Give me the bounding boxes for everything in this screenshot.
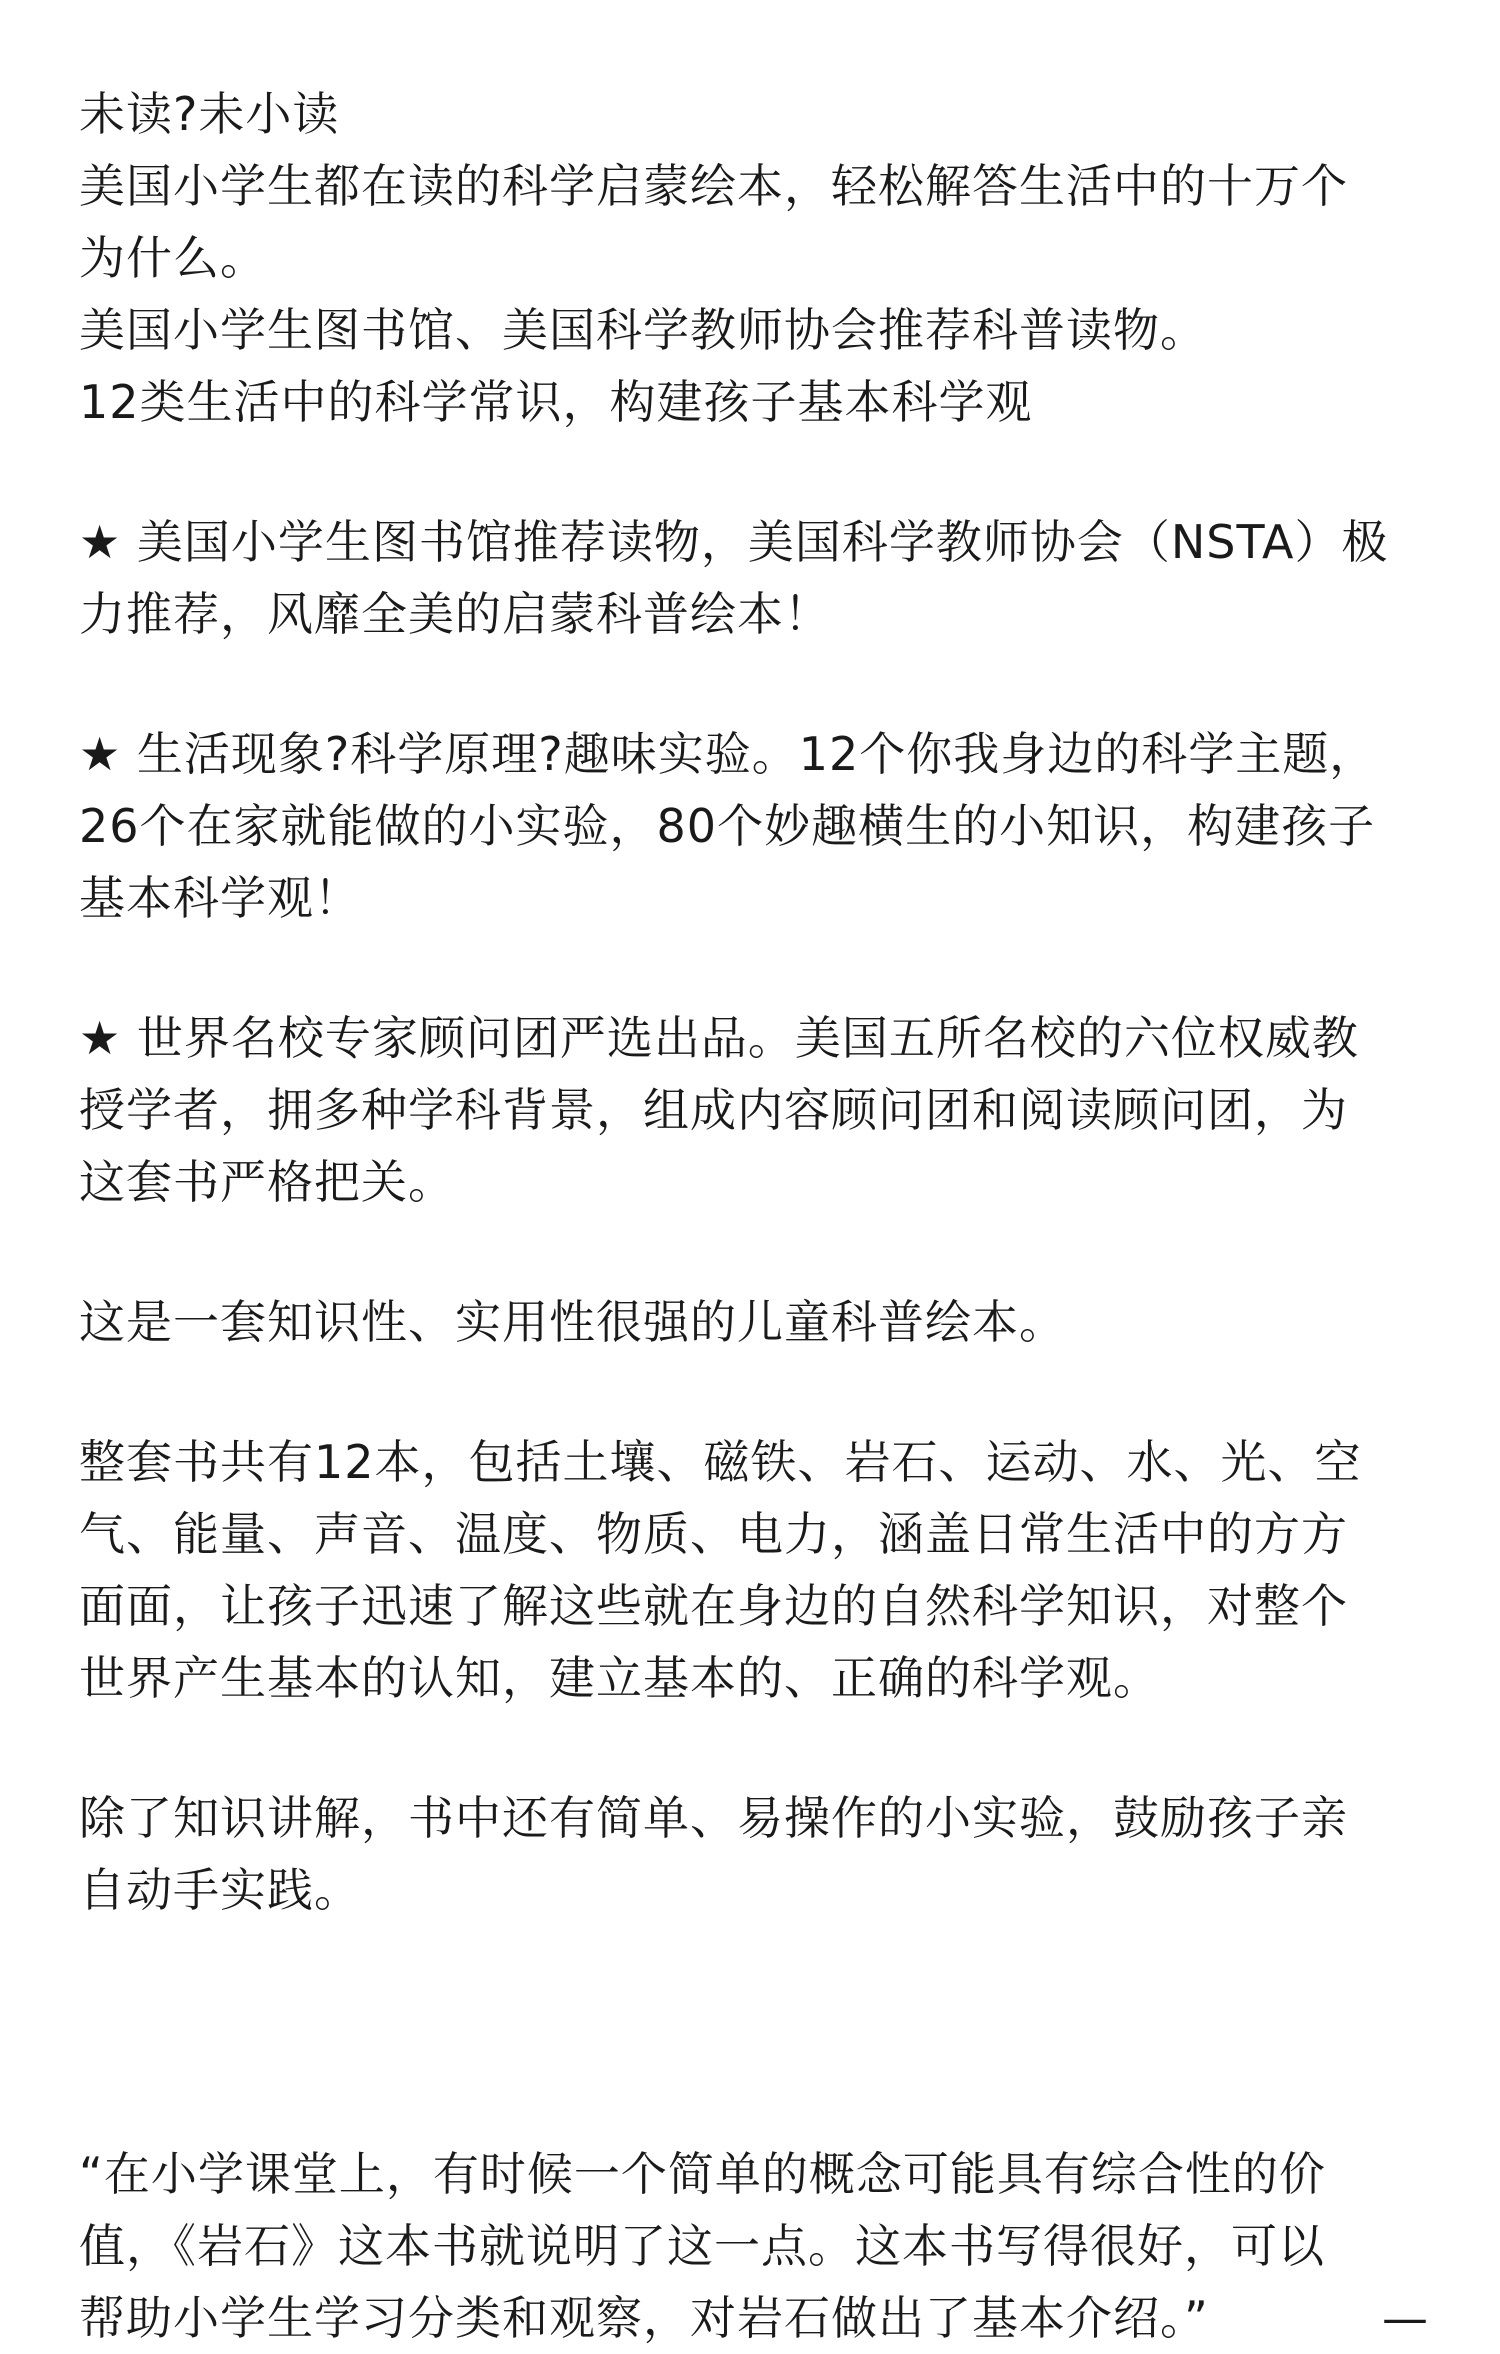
quote-last-line bbox=[79, 2282, 1429, 2354]
text-line: 这套书严格把关。 bbox=[79, 1155, 455, 1209]
contents-paragraph bbox=[79, 1426, 1429, 1714]
paragraph-gap bbox=[79, 650, 1429, 718]
quote-line: 帮助小学生学习分类和观察，对岩石做出了基本介绍。” bbox=[79, 2291, 1209, 2345]
paragraph-gap bbox=[79, 1358, 1429, 1426]
quote-line: 值，《岩石》这本书就说明了这一点。这本书写得很好，可以 bbox=[79, 2219, 1325, 2273]
text-line: 授学者，拥多种学科背景，组成内容顾问团和阅读顾问团，为 bbox=[79, 1083, 1348, 1137]
text-line: 整套书共有12本，包括土壤、磁铁、岩石、运动、水、光、空 bbox=[79, 1435, 1362, 1489]
text-line: 美国小学生图书馆、美国科学教师协会推荐科普读物。 bbox=[79, 303, 1207, 357]
paragraph-gap bbox=[79, 1218, 1429, 1286]
text-line: 世界产生基本的认知，建立基本的、正确的科学观。 bbox=[79, 1651, 1160, 1705]
text-line: 26个在家就能做的小实验，80个妙趣横生的小知识，构建孩子 bbox=[79, 799, 1376, 853]
text-line: ★ 美国小学生图书馆推荐读物，美国科学教师协会（NSTA）极 bbox=[79, 515, 1389, 569]
text-line: 自动手实践。 bbox=[79, 1863, 361, 1917]
article-body bbox=[79, 78, 1429, 2354]
text-line: 气、能量、声音、温度、物质、电力，涵盖日常生活中的方方 bbox=[79, 1507, 1348, 1561]
experiments-paragraph bbox=[79, 1782, 1429, 1926]
paragraph-gap bbox=[79, 1714, 1429, 1782]
text-line: 这是一套知识性、实用性很强的儿童科普绘本。 bbox=[79, 1295, 1066, 1349]
highlight-point-2 bbox=[79, 718, 1429, 934]
text-line: ★ 生活现象?科学原理?趣味实验。12个你我身边的科学主题， bbox=[79, 727, 1377, 781]
paragraph-gap bbox=[79, 1926, 1429, 2138]
summary-paragraph bbox=[79, 1286, 1429, 1358]
text-line: 12类生活中的科学常识，构建孩子基本科学观 bbox=[79, 375, 1033, 429]
text-line: 面面，让孩子迅速了解这些就在身边的自然科学知识，对整个 bbox=[79, 1579, 1348, 1633]
highlight-point-1 bbox=[79, 506, 1429, 650]
text-line: ★ 世界名校专家顾问团严选出品。美国五所名校的六位权威教 bbox=[79, 1011, 1359, 1065]
paragraph-gap bbox=[79, 438, 1429, 506]
text-line: 为什么。 bbox=[79, 231, 267, 285]
quote-attribution-dash: — bbox=[1382, 2291, 1429, 2345]
quote-line: “在小学课堂上，有时候一个简单的概念可能具有综合性的价 bbox=[79, 2147, 1326, 2201]
highlight-point-3 bbox=[79, 1002, 1429, 1218]
intro-paragraph bbox=[79, 78, 1429, 438]
text-line: 力推荐，风靡全美的启蒙科普绘本！ bbox=[79, 587, 831, 641]
text-line: 除了知识讲解，书中还有简单、易操作的小实验，鼓励孩子亲 bbox=[79, 1791, 1348, 1845]
text-line: 美国小学生都在读的科学启蒙绘本，轻松解答生活中的十万个 bbox=[79, 159, 1348, 213]
text-line: 未读?未小读 bbox=[79, 87, 340, 141]
text-line: 基本科学观！ bbox=[79, 871, 361, 925]
paragraph-gap bbox=[79, 934, 1429, 1002]
